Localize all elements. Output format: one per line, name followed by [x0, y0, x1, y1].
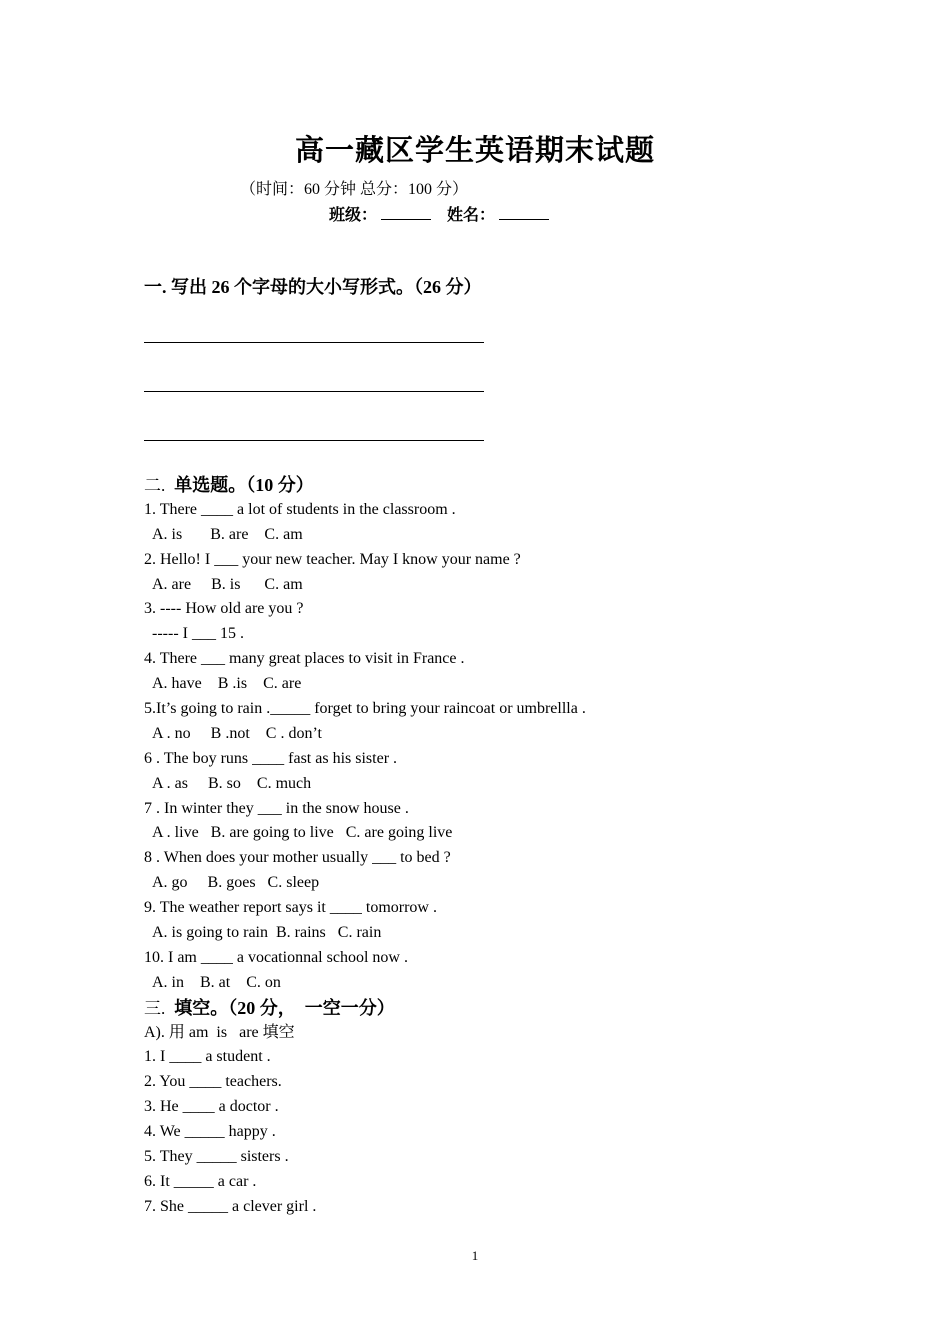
question-text: 4. We _____ happy . — [144, 1123, 276, 1141]
answer-options: A . no B .not C . don’t — [152, 724, 322, 742]
answer-options: A. in B. at C. on — [152, 973, 281, 991]
answer-options: A. have B .is C. are — [152, 675, 302, 693]
answer-options: A . as B. so C. much — [152, 774, 312, 792]
class-label: 班级： — [329, 207, 378, 224]
exam-title: 高一藏区学生英语期末试题 — [294, 135, 655, 167]
answer-line — [144, 391, 484, 392]
question-text: 1. There ____ a lot of students in the classroom . — [144, 500, 456, 518]
name-blank — [499, 205, 549, 220]
question-text: 4. There ___ many great places to visit in France . — [144, 650, 465, 668]
question-text: 2. Hello! I ___ your new teacher. May I know your name ? — [144, 550, 521, 568]
questions-body — [144, 473, 844, 1220]
section-1-heading: 一. 写出 26 个字母的大小写形式。（26 分） — [144, 277, 482, 297]
time-and-score-info: （时间：60 分钟 总分：100 分） — [240, 181, 469, 198]
question-text: 5. They _____ sisters . — [144, 1148, 289, 1166]
question-text: 6. It _____ a car . — [144, 1172, 257, 1190]
question-text: 10. I am ____ a vocationnal school now . — [144, 948, 408, 966]
section-heading — [144, 473, 844, 498]
answer-line — [144, 342, 484, 343]
section-title: 单选题。（10 分） — [165, 475, 314, 495]
question-text: A). 用 am is are 填空 — [144, 1023, 295, 1041]
question-text: 9. The weather report says it ____ tomorrow . — [144, 899, 437, 917]
question-text: 8 . When does your mother usually ___ to bed ? — [144, 849, 451, 867]
section-number: 三. — [144, 998, 166, 1018]
answer-line — [144, 440, 484, 441]
answer-options: A. is going to rain B. rains C. rain — [152, 924, 382, 942]
question-text: 1. I ____ a student . — [144, 1048, 271, 1066]
question-text: 5.It’s going to rain ._____ forget to bring your raincoat or umbrellla . — [144, 700, 586, 718]
question-text: 7. She _____ a clever girl . — [144, 1197, 317, 1215]
class-name-line — [329, 202, 561, 225]
question-text: 3. He ____ a doctor . — [144, 1098, 279, 1116]
name-label: 姓名： — [447, 207, 496, 224]
section-heading — [144, 996, 844, 1021]
class-blank — [381, 205, 431, 220]
answer-options: A . live B. are going to live C. are going live — [152, 824, 453, 842]
answer-options: ----- I ___ 15 . — [152, 625, 244, 643]
section-number: 二. — [144, 476, 166, 495]
question-text: 7 . In winter they ___ in the snow house . — [144, 799, 409, 817]
question-text: 6 . The boy runs ____ fast as his sister . — [144, 749, 398, 767]
answer-options: A. go B. goes C. sleep — [152, 874, 320, 892]
page-number: 1 — [471, 1248, 479, 1263]
answer-options: A. are B. is C. am — [152, 575, 303, 593]
section-title: 填空。（20 分， 一空一分） — [165, 997, 395, 1018]
question-text: 3. ---- How old are you ? — [144, 600, 304, 618]
question-text: 2. You ____ teachers. — [144, 1073, 282, 1091]
answer-options: A. is B. are C. am — [152, 525, 303, 543]
